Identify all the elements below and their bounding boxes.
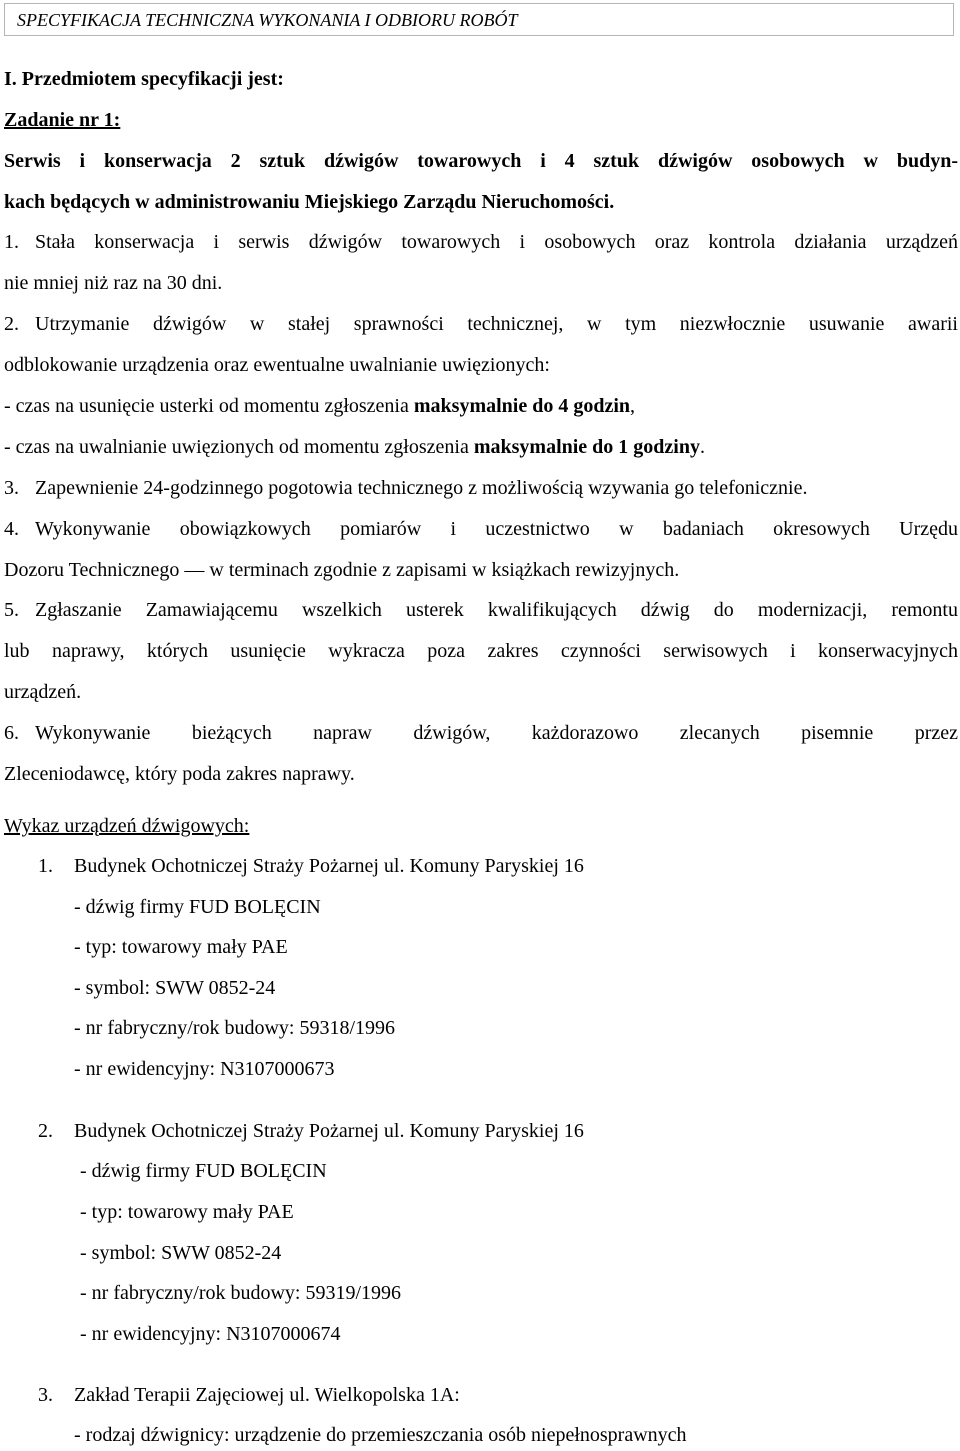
point-2-line-2: odblokowanie urządzenia oraz ewentualne uwalnianie uwięzionych: [4, 354, 550, 376]
point-number: 3. [4, 477, 19, 499]
document-header [4, 3, 954, 36]
point-2-dash-2 [4, 435, 958, 459]
point-6 [4, 721, 958, 745]
device-title-text: Budynek Ochotniczej Straży Pożarnej ul. Komuny Paryskiej 16 [74, 1120, 584, 1142]
point-text: Zapewnienie 24-godzinnego pogotowia technicznego z możliwością wzywania go telefonicznie. [35, 477, 808, 499]
device-2-detail: - typ: towarowy mały PAE [80, 1201, 294, 1223]
devices-heading: Wykaz urządzeń dźwigowych: [4, 815, 250, 837]
device-1-detail: - nr ewidencyjny: N3107000673 [74, 1058, 335, 1080]
point-text: Stała konserwacja i serwis dźwigów towarowych i osobowych oraz kontrola działania urządzeń [35, 231, 958, 253]
point-text: Wykonywanie bieżących napraw dźwigów, każdorazowo zlecanych pisemnie przez [35, 722, 958, 744]
point-2-dash-1 [4, 394, 958, 418]
section-heading: I. Przedmiotem specyfikacji jest: [4, 68, 284, 90]
point-4 [4, 517, 958, 541]
device-title-text: Zakład Terapii Zajęciowej ul. Wielkopolska 1A: [74, 1384, 460, 1406]
document-title: SPECYFIKACJA TECHNICZNA WYKONANIA I ODBIORU ROBÓT [17, 10, 518, 30]
point-number: 5. [4, 599, 19, 621]
dash-text: - czas na uwalnianie uwięzionych od momentu zgłoszenia [4, 436, 474, 458]
subject-line-1: Serwis i konserwacja 2 sztuk dźwigów towarowych i 4 sztuk dźwigów osobowych w budyn- [4, 150, 958, 172]
device-2-detail: - nr ewidencyjny: N3107000674 [80, 1323, 341, 1345]
dash-text: - czas na usunięcie usterki od momentu zgłoszenia [4, 395, 414, 417]
device-1-detail: - dźwig firmy FUD BOLĘCIN [74, 896, 321, 918]
device-2-title [38, 1119, 960, 1143]
point-3 [4, 476, 958, 500]
point-text: Zgłaszanie Zamawiającemu wszelkich usterek kwalifikujących dźwig do modernizacji, remontu [35, 599, 958, 621]
device-1-detail: - symbol: SWW 0852-24 [74, 977, 276, 999]
device-3-title [38, 1383, 960, 1407]
point-2 [4, 312, 958, 336]
point-6-line-2: Zleceniodawcę, który poda zakres naprawy. [4, 763, 355, 785]
point-number: 4. [4, 518, 19, 540]
device-1-detail: - nr fabryczny/rok budowy: 59318/1996 [74, 1017, 396, 1039]
point-4-line-2: Dozoru Technicznego — w terminach zgodnie z zapisami w książkach rewizyjnych. [4, 559, 680, 581]
point-5-line-3: urządzeń. [4, 681, 82, 703]
dash-bold: maksymalnie do 4 godzin [413, 395, 631, 417]
point-number: 1. [4, 231, 19, 253]
point-5-line-2: lub naprawy, których usunięcie wykracza poza zakres czynności serwisowych i konserwacyjnych [4, 640, 958, 662]
point-number: 6. [4, 722, 19, 744]
point-1-line-2: nie mniej niż raz na 30 dni. [4, 272, 223, 294]
device-1-detail: - typ: towarowy mały PAE [74, 936, 288, 958]
device-number: 1. [38, 855, 53, 877]
device-number: 3. [38, 1384, 53, 1406]
dash-tail: , [630, 395, 636, 417]
point-text: Utrzymanie dźwigów w stałej sprawności technicznej, w tym niezwłocznie usuwanie awarii [35, 313, 958, 335]
task-label: Zadanie nr 1: [4, 109, 121, 131]
device-1-title [38, 854, 960, 878]
point-1 [4, 230, 958, 254]
device-title-text: Budynek Ochotniczej Straży Pożarnej ul. Komuny Paryskiej 16 [74, 855, 584, 877]
point-5 [4, 598, 958, 622]
device-2-detail: - nr fabryczny/rok budowy: 59319/1996 [80, 1282, 402, 1304]
device-2-detail: - dźwig firmy FUD BOLĘCIN [80, 1160, 327, 1182]
point-number: 2. [4, 313, 19, 335]
point-text: Wykonywanie obowiązkowych pomiarów i uczestnictwo w badaniach okresowych Urzędu [35, 518, 958, 540]
device-2-detail: - symbol: SWW 0852-24 [80, 1242, 282, 1264]
subject-line-2: kach będących w administrowaniu Miejskiego Zarządu Nieruchomości. [4, 191, 615, 213]
dash-tail: . [700, 436, 705, 458]
device-number: 2. [38, 1120, 53, 1142]
dash-bold: maksymalnie do 1 godziny [473, 436, 700, 458]
device-3-detail: - rodzaj dźwignicy: urządzenie do przemieszczania osób niepełnosprawnych [74, 1424, 687, 1446]
